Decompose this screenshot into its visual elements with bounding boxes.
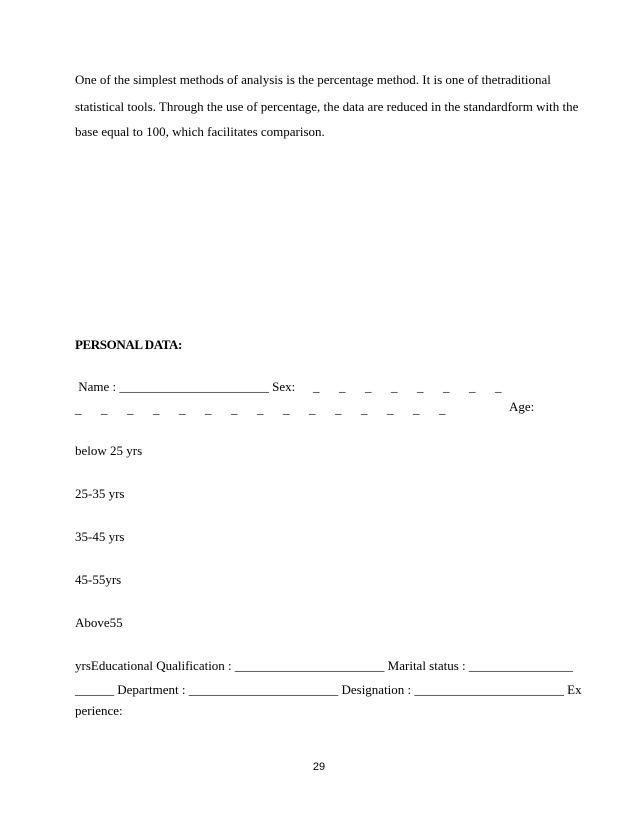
page-number: 29 xyxy=(312,761,326,773)
age-label: Age: xyxy=(509,399,535,414)
age-option: below 25 yrs xyxy=(75,443,143,458)
age-option: Above55 xyxy=(75,615,123,630)
name-sex-line: Name : _______________________ Sex: xyxy=(75,379,296,394)
intro-line-3: base equal to 100, which facilitates comparison. xyxy=(75,124,325,139)
dash-row: _ _ _ _ _ _ _ _ _ _ _ _ _ _ _ xyxy=(75,401,446,416)
age-option: 25-35 yrs xyxy=(75,486,125,501)
age-option: 35-45 yrs xyxy=(75,529,125,544)
department-line: ______ Department : _______________________ Designation : _______________________ Ex xyxy=(75,682,582,697)
age-option: 45-55yrs xyxy=(75,572,122,587)
section-heading: PERSONAL DATA: xyxy=(75,337,182,352)
intro-line-1: One of the simplest methods of analysis is the percentage method. It is one of thetraditional xyxy=(75,72,551,87)
sex-dashes: _ _ _ _ _ _ _ _ xyxy=(313,379,502,394)
experience-line: perience: xyxy=(75,703,123,718)
intro-line-2: statistical tools. Through the use of percentage, the data are reduced in the standardform with the xyxy=(75,99,579,114)
qualification-line: yrsEducational Qualification : _______________________ Marital status : ________________ xyxy=(75,658,573,673)
